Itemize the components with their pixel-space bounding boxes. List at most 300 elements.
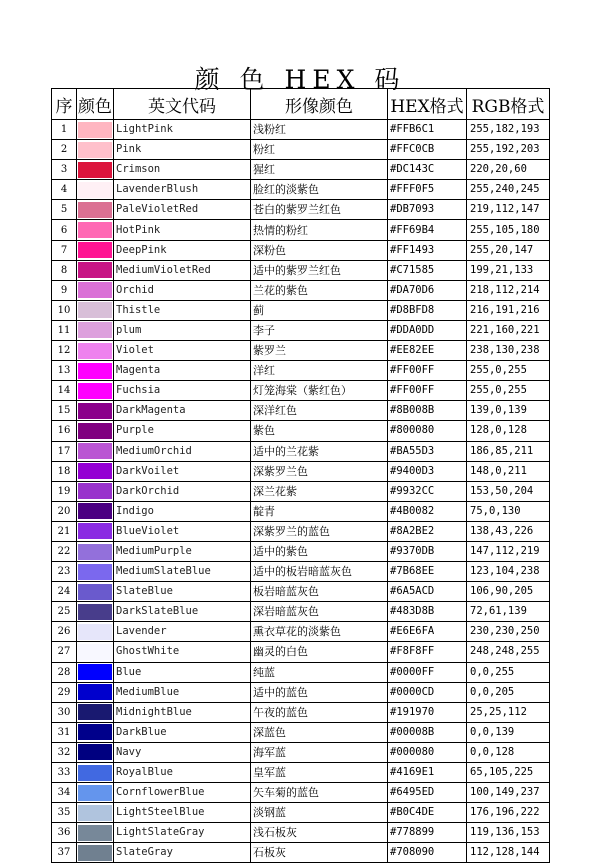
color-rgb-value: 0,0,128 [467, 742, 550, 762]
color-hex-value: #FFB6C1 [388, 120, 467, 140]
color-chinese-name: 深岩暗蓝灰色 [251, 602, 388, 622]
color-chinese-name: 猩红 [251, 160, 388, 180]
color-english-name: HotPink [114, 220, 251, 240]
color-swatch-cell [77, 763, 114, 783]
color-rgb-value: 119,136,153 [467, 823, 550, 843]
color-rgb-value: 176,196,222 [467, 803, 550, 823]
color-rgb-value: 0,0,205 [467, 682, 550, 702]
color-swatch-cell [77, 421, 114, 441]
color-swatch [78, 825, 112, 841]
color-rgb-value: 255,0,255 [467, 361, 550, 381]
color-chinese-name: 适中的紫罗兰红色 [251, 260, 388, 280]
color-english-name: Fuchsia [114, 381, 251, 401]
color-swatch [78, 202, 112, 218]
table-row [52, 481, 550, 501]
color-chinese-name: 粉红 [251, 140, 388, 160]
table-row [52, 763, 550, 783]
table-body [52, 120, 550, 863]
color-rgb-value: 230,230,250 [467, 622, 550, 642]
color-hex-value: #6A5ACD [388, 582, 467, 602]
color-hex-value: #7B68EE [388, 562, 467, 582]
color-hex-value: #DC143C [388, 160, 467, 180]
row-number: 22 [52, 541, 77, 561]
color-chinese-name: 李子 [251, 320, 388, 340]
color-chinese-name: 兰花的紫色 [251, 280, 388, 300]
color-swatch [78, 302, 112, 318]
table-row [52, 622, 550, 642]
color-hex-value: #E6E6FA [388, 622, 467, 642]
color-hex-value: #4B0082 [388, 501, 467, 521]
color-chinese-name: 热情的粉红 [251, 220, 388, 240]
table-row [52, 361, 550, 381]
color-rgb-value: 255,192,203 [467, 140, 550, 160]
table-row [52, 783, 550, 803]
color-swatch-cell [77, 320, 114, 340]
color-swatch-cell [77, 160, 114, 180]
table-row [52, 280, 550, 300]
color-chinese-name: 深紫罗兰的蓝色 [251, 521, 388, 541]
color-chinese-name: 淡钢蓝 [251, 803, 388, 823]
color-english-name: Purple [114, 421, 251, 441]
table-row [52, 401, 550, 421]
row-number: 8 [52, 260, 77, 280]
row-number: 14 [52, 381, 77, 401]
color-swatch-cell [77, 642, 114, 662]
color-chinese-name: 深紫罗兰色 [251, 461, 388, 481]
color-swatch [78, 122, 112, 138]
color-english-name: DarkOrchid [114, 481, 251, 501]
color-rgb-value: 221,160,221 [467, 320, 550, 340]
row-number: 3 [52, 160, 77, 180]
color-swatch [78, 503, 112, 519]
color-hex-value: #F8F8FF [388, 642, 467, 662]
color-hex-value: #8A2BE2 [388, 521, 467, 541]
color-chinese-name: 深蓝色 [251, 722, 388, 742]
table-row [52, 441, 550, 461]
color-swatch [78, 182, 112, 198]
row-number: 25 [52, 602, 77, 622]
table-row [52, 722, 550, 742]
color-rgb-value: 220,20,60 [467, 160, 550, 180]
color-english-name: Lavender [114, 622, 251, 642]
color-swatch-cell [77, 140, 114, 160]
color-hex-value: #DB7093 [388, 200, 467, 220]
color-hex-value: #DA70D6 [388, 280, 467, 300]
color-hex-value: #FF00FF [388, 361, 467, 381]
table-row [52, 602, 550, 622]
color-swatch [78, 584, 112, 600]
color-hex-value: #4169E1 [388, 763, 467, 783]
color-swatch [78, 343, 112, 359]
color-english-name: Indigo [114, 501, 251, 521]
table-row [52, 843, 550, 863]
color-english-name: DarkMagenta [114, 401, 251, 421]
row-number: 37 [52, 843, 77, 863]
color-rgb-value: 128,0,128 [467, 421, 550, 441]
color-swatch [78, 664, 112, 680]
color-chinese-name: 深兰花紫 [251, 481, 388, 501]
color-hex-value: #00008B [388, 722, 467, 742]
row-number: 5 [52, 200, 77, 220]
color-rgb-value: 255,20,147 [467, 240, 550, 260]
color-chinese-name: 深洋红色 [251, 401, 388, 421]
color-english-name: DarkVoilet [114, 461, 251, 481]
page-title: 颜 色 HEX 码 [194, 65, 406, 94]
color-table [51, 88, 550, 863]
table-row [52, 803, 550, 823]
row-number: 15 [52, 401, 77, 421]
color-hex-value: #0000FF [388, 662, 467, 682]
header-num: 序 [52, 89, 77, 120]
color-english-name: MidnightBlue [114, 702, 251, 722]
color-rgb-value: 147,112,219 [467, 541, 550, 561]
row-number: 36 [52, 823, 77, 843]
table-row [52, 300, 550, 320]
color-english-name: MediumVioletRed [114, 260, 251, 280]
color-swatch-cell [77, 401, 114, 421]
color-swatch [78, 785, 112, 801]
table-row [52, 200, 550, 220]
color-chinese-name: 板岩暗蓝灰色 [251, 582, 388, 602]
row-number: 24 [52, 582, 77, 602]
table-row [52, 582, 550, 602]
table-row [52, 521, 550, 541]
color-swatch [78, 443, 112, 459]
color-swatch [78, 403, 112, 419]
color-swatch-cell [77, 280, 114, 300]
color-hex-value: #800080 [388, 421, 467, 441]
color-hex-value: #778899 [388, 823, 467, 843]
color-chinese-name: 深粉色 [251, 240, 388, 260]
color-english-name: LavenderBlush [114, 180, 251, 200]
row-number: 27 [52, 642, 77, 662]
row-number: 32 [52, 742, 77, 762]
row-number: 23 [52, 562, 77, 582]
table-row [52, 562, 550, 582]
color-swatch-cell [77, 441, 114, 461]
color-swatch-cell [77, 220, 114, 240]
table-row [52, 461, 550, 481]
color-hex-value: #9932CC [388, 481, 467, 501]
color-rgb-value: 238,130,238 [467, 341, 550, 361]
row-number: 33 [52, 763, 77, 783]
color-hex-value: #0000CD [388, 682, 467, 702]
color-swatch [78, 744, 112, 760]
color-hex-value: #D8BFD8 [388, 300, 467, 320]
color-rgb-value: 138,43,226 [467, 521, 550, 541]
color-rgb-value: 153,50,204 [467, 481, 550, 501]
color-hex-value: #FF1493 [388, 240, 467, 260]
table-row [52, 501, 550, 521]
color-swatch [78, 242, 112, 258]
table-row [52, 260, 550, 280]
color-english-name: PaleVioletRed [114, 200, 251, 220]
color-swatch-cell [77, 481, 114, 501]
color-hex-value: #FFC0CB [388, 140, 467, 160]
color-rgb-value: 65,105,225 [467, 763, 550, 783]
color-rgb-value: 248,248,255 [467, 642, 550, 662]
color-english-name: BlueViolet [114, 521, 251, 541]
row-number: 21 [52, 521, 77, 541]
color-english-name: LightPink [114, 120, 251, 140]
color-hex-value: #EE82EE [388, 341, 467, 361]
row-number: 34 [52, 783, 77, 803]
color-english-name: LightSteelBlue [114, 803, 251, 823]
color-english-name: Magenta [114, 361, 251, 381]
color-english-name: CornflowerBlue [114, 783, 251, 803]
color-hex-value: #9370DB [388, 541, 467, 561]
table-row [52, 742, 550, 762]
table-row [52, 823, 550, 843]
table-row [52, 220, 550, 240]
table-row [52, 381, 550, 401]
color-chinese-name: 浅石板灰 [251, 823, 388, 843]
color-swatch [78, 463, 112, 479]
color-chinese-name: 纯蓝 [251, 662, 388, 682]
color-chinese-name: 适中的紫色 [251, 541, 388, 561]
table-row [52, 642, 550, 662]
color-swatch [78, 765, 112, 781]
color-hex-value: #708090 [388, 843, 467, 863]
row-number: 2 [52, 140, 77, 160]
color-swatch [78, 363, 112, 379]
row-number: 29 [52, 682, 77, 702]
color-swatch-cell [77, 742, 114, 762]
color-chinese-name: 石板灰 [251, 843, 388, 863]
color-chinese-name: 皇军蓝 [251, 763, 388, 783]
color-swatch-cell [77, 120, 114, 140]
table-row [52, 341, 550, 361]
color-hex-value: #B0C4DE [388, 803, 467, 823]
color-rgb-value: 199,21,133 [467, 260, 550, 280]
table-row [52, 180, 550, 200]
color-rgb-value: 255,105,180 [467, 220, 550, 240]
color-swatch-cell [77, 722, 114, 742]
table-row [52, 541, 550, 561]
table-row [52, 160, 550, 180]
color-hex-value: #BA55D3 [388, 441, 467, 461]
color-swatch-cell [77, 582, 114, 602]
color-hex-value: #000080 [388, 742, 467, 762]
table-row [52, 320, 550, 340]
header-name: 英文代码 [114, 89, 251, 120]
color-english-name: Thistle [114, 300, 251, 320]
color-swatch-cell [77, 843, 114, 863]
color-swatch [78, 564, 112, 580]
row-number: 1 [52, 120, 77, 140]
color-rgb-value: 255,240,245 [467, 180, 550, 200]
row-number: 10 [52, 300, 77, 320]
row-number: 30 [52, 702, 77, 722]
color-swatch [78, 162, 112, 178]
color-rgb-value: 106,90,205 [467, 582, 550, 602]
color-rgb-value: 0,0,255 [467, 662, 550, 682]
table-row [52, 702, 550, 722]
color-swatch-cell [77, 260, 114, 280]
color-swatch [78, 644, 112, 660]
color-swatch-cell [77, 602, 114, 622]
color-chinese-name: 靛青 [251, 501, 388, 521]
color-rgb-value: 123,104,238 [467, 562, 550, 582]
header-rgb: RGB格式 [467, 89, 550, 120]
color-hex-value: #8B008B [388, 401, 467, 421]
color-chinese-name: 洋红 [251, 361, 388, 381]
color-rgb-value: 0,0,139 [467, 722, 550, 742]
color-hex-value: #FF69B4 [388, 220, 467, 240]
color-english-name: MediumPurple [114, 541, 251, 561]
row-number: 31 [52, 722, 77, 742]
color-swatch-cell [77, 300, 114, 320]
color-english-name: DarkSlateBlue [114, 602, 251, 622]
color-rgb-value: 255,0,255 [467, 381, 550, 401]
row-number: 35 [52, 803, 77, 823]
color-rgb-value: 75,0,130 [467, 501, 550, 521]
color-swatch [78, 383, 112, 399]
color-rgb-value: 186,85,211 [467, 441, 550, 461]
color-chinese-name: 浅粉红 [251, 120, 388, 140]
color-swatch [78, 262, 112, 278]
row-number: 12 [52, 341, 77, 361]
color-english-name: DarkBlue [114, 722, 251, 742]
color-hex-value: #DDA0DD [388, 320, 467, 340]
color-chinese-name: 熏衣草花的淡紫色 [251, 622, 388, 642]
color-english-name: MediumOrchid [114, 441, 251, 461]
color-rgb-value: 139,0,139 [467, 401, 550, 421]
color-swatch-cell [77, 702, 114, 722]
color-chinese-name: 苍白的紫罗兰红色 [251, 200, 388, 220]
color-hex-value: #FF00FF [388, 381, 467, 401]
color-chinese-name: 幽灵的白色 [251, 642, 388, 662]
color-swatch [78, 423, 112, 439]
color-rgb-value: 219,112,147 [467, 200, 550, 220]
color-swatch [78, 684, 112, 700]
color-rgb-value: 112,128,144 [467, 843, 550, 863]
color-chinese-name: 适中的蓝色 [251, 682, 388, 702]
color-chinese-name: 脸红的淡紫色 [251, 180, 388, 200]
row-number: 9 [52, 280, 77, 300]
row-number: 19 [52, 481, 77, 501]
color-hex-value: #FFF0F5 [388, 180, 467, 200]
color-chinese-name: 蓟 [251, 300, 388, 320]
color-rgb-value: 72,61,139 [467, 602, 550, 622]
color-swatch-cell [77, 682, 114, 702]
color-hex-value: #483D8B [388, 602, 467, 622]
row-number: 26 [52, 622, 77, 642]
color-swatch-cell [77, 562, 114, 582]
color-rgb-value: 218,112,214 [467, 280, 550, 300]
row-number: 7 [52, 240, 77, 260]
color-swatch-cell [77, 240, 114, 260]
color-swatch [78, 805, 112, 821]
color-english-name: RoyalBlue [114, 763, 251, 783]
color-english-name: MediumBlue [114, 682, 251, 702]
color-english-name: Pink [114, 140, 251, 160]
row-number: 13 [52, 361, 77, 381]
color-english-name: Violet [114, 341, 251, 361]
color-rgb-value: 255,182,193 [467, 120, 550, 140]
color-swatch-cell [77, 501, 114, 521]
header-cn: 形像颜色 [251, 89, 388, 120]
color-hex-value: #6495ED [388, 783, 467, 803]
color-english-name: Orchid [114, 280, 251, 300]
color-swatch-cell [77, 381, 114, 401]
color-swatch-cell [77, 341, 114, 361]
color-swatch [78, 604, 112, 620]
color-chinese-name: 午夜的蓝色 [251, 702, 388, 722]
color-english-name: GhostWhite [114, 642, 251, 662]
color-chinese-name: 矢车菊的蓝色 [251, 783, 388, 803]
color-swatch [78, 724, 112, 740]
table-row [52, 682, 550, 702]
color-rgb-value: 148,0,211 [467, 461, 550, 481]
color-swatch-cell [77, 200, 114, 220]
table-row [52, 421, 550, 441]
color-english-name: Navy [114, 742, 251, 762]
row-number: 6 [52, 220, 77, 240]
color-chinese-name: 适中的兰花紫 [251, 441, 388, 461]
color-rgb-value: 25,25,112 [467, 702, 550, 722]
color-swatch [78, 282, 112, 298]
color-chinese-name: 适中的板岩暗蓝灰色 [251, 562, 388, 582]
color-swatch-cell [77, 662, 114, 682]
color-chinese-name: 海军蓝 [251, 742, 388, 762]
color-swatch [78, 845, 112, 861]
table-row [52, 240, 550, 260]
table-row [52, 140, 550, 160]
row-number: 11 [52, 320, 77, 340]
color-swatch-cell [77, 521, 114, 541]
color-swatch-cell [77, 803, 114, 823]
color-swatch-cell [77, 541, 114, 561]
color-english-name: Blue [114, 662, 251, 682]
header-hex: HEX格式 [388, 89, 467, 120]
row-number: 4 [52, 180, 77, 200]
color-hex-value: #C71585 [388, 260, 467, 280]
color-swatch [78, 624, 112, 640]
color-chinese-name: 紫色 [251, 421, 388, 441]
color-swatch-cell [77, 823, 114, 843]
color-swatch-cell [77, 361, 114, 381]
color-chinese-name: 紫罗兰 [251, 341, 388, 361]
row-number: 20 [52, 501, 77, 521]
color-rgb-value: 100,149,237 [467, 783, 550, 803]
row-number: 18 [52, 461, 77, 481]
color-swatch [78, 704, 112, 720]
color-swatch [78, 523, 112, 539]
color-swatch [78, 322, 112, 338]
row-number: 28 [52, 662, 77, 682]
row-number: 17 [52, 441, 77, 461]
color-swatch [78, 222, 112, 238]
color-swatch [78, 544, 112, 560]
color-english-name: MediumSlateBlue [114, 562, 251, 582]
color-swatch-cell [77, 783, 114, 803]
color-english-name: plum [114, 320, 251, 340]
color-english-name: Crimson [114, 160, 251, 180]
color-english-name: LightSlateGray [114, 823, 251, 843]
color-swatch-cell [77, 461, 114, 481]
color-hex-value: #9400D3 [388, 461, 467, 481]
color-hex-value: #191970 [388, 702, 467, 722]
color-swatch-cell [77, 180, 114, 200]
color-swatch [78, 142, 112, 158]
table-row [52, 120, 550, 140]
color-rgb-value: 216,191,216 [467, 300, 550, 320]
color-english-name: SlateBlue [114, 582, 251, 602]
table-header-row [52, 89, 550, 120]
color-english-name: DeepPink [114, 240, 251, 260]
color-english-name: SlateGray [114, 843, 251, 863]
